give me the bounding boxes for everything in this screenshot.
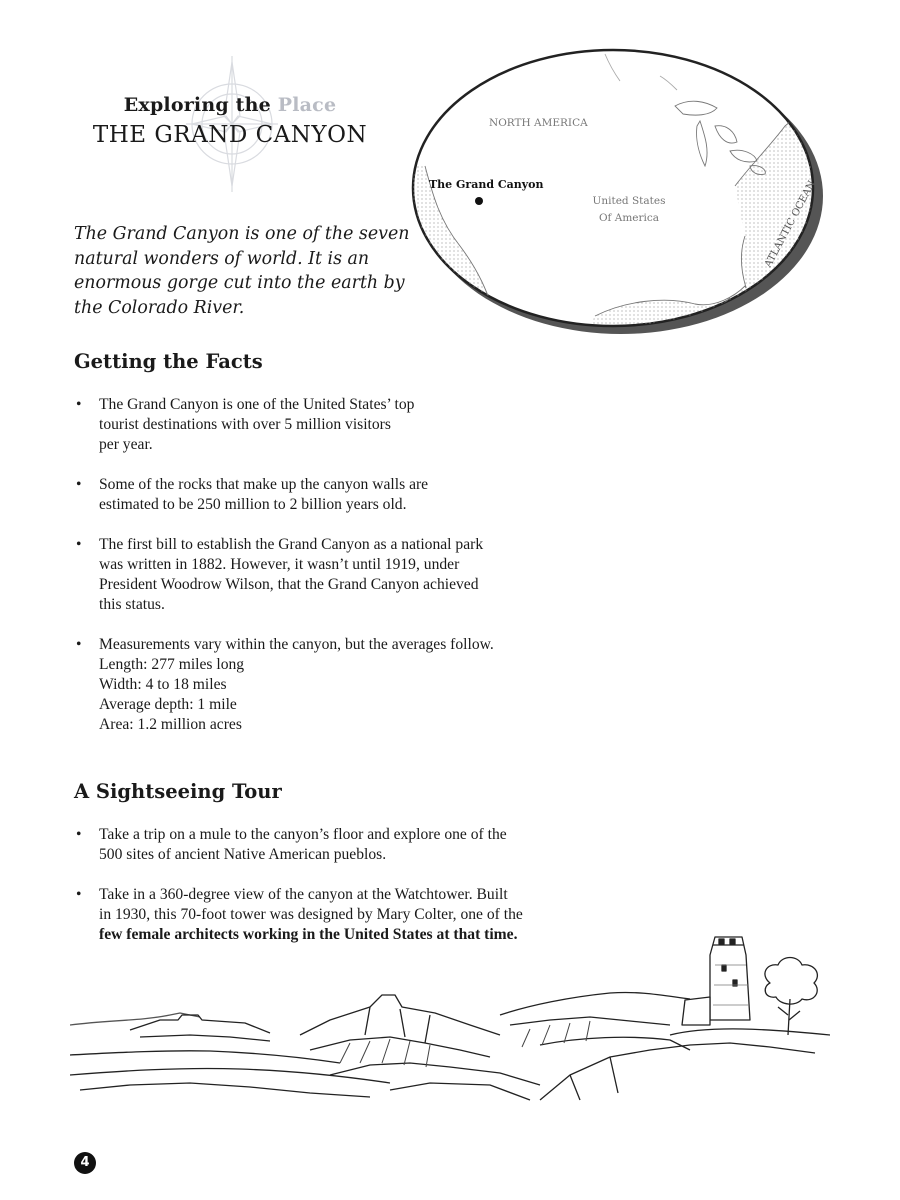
list-item-line: 500 sites of ancient Native American pueblos. xyxy=(99,846,387,863)
map-country-label: United States xyxy=(592,195,666,207)
facts-list xyxy=(74,395,634,755)
map-location-marker xyxy=(475,197,483,205)
list-item-line: • The first bill to establish the Grand Canyon as a national park xyxy=(99,536,484,553)
list-item-line: this status. xyxy=(99,596,165,613)
list-item-line: President Woodrow Wilson, that the Grand Canyon achieved xyxy=(99,576,479,593)
heading-title-part: Exploring the xyxy=(123,94,278,116)
heading-title-accent: Place xyxy=(277,94,337,116)
list-item-line: • Some of the rocks that make up the canyon walls are xyxy=(99,476,429,493)
list-item-line: was written in 1882. However, it wasn’t until 1919, under xyxy=(99,556,460,573)
list-item-line: Area: 1.2 million acres xyxy=(99,716,242,733)
intro-line: The Grand Canyon is one of the seven xyxy=(74,224,410,244)
list-item xyxy=(74,395,634,455)
list-item-line: • The Grand Canyon is one of the United States’ top xyxy=(99,396,415,413)
list-item-line: estimated to be 250 million to 2 billion years old. xyxy=(99,496,407,513)
list-item-line: per year. xyxy=(99,436,153,453)
list-item-line: • Measurements vary within the canyon, but the averages follow. xyxy=(99,636,494,653)
page-number-badge: 4 xyxy=(74,1152,96,1174)
list-item-line: tourist destinations with over 5 million visitors xyxy=(99,416,391,433)
list-item-line: in 1930, this 70-foot tower was designed by Mary Colter, one of the xyxy=(99,906,523,923)
list-item-line: Width: 4 to 18 miles xyxy=(99,676,227,693)
map-continent-label: NORTH AMERICA xyxy=(489,117,588,129)
map-ocean-label: ATLANTIC OCEAN xyxy=(762,179,818,270)
list-item-line: • Take in a 360-degree view of the canyon at the Watchtower. Built xyxy=(99,886,508,903)
canyon-watchtower-illustration xyxy=(70,925,830,1110)
intro-line: enormous gorge cut into the earth by xyxy=(74,273,405,293)
list-item-line: • Take a trip on a mule to the canyon’s floor and explore one of the xyxy=(99,826,507,843)
intro-paragraph xyxy=(74,222,419,320)
tour-section-title: A Sightseeing Tour xyxy=(74,780,282,803)
heading-subtitle: THE GRAND CANYON xyxy=(92,122,368,148)
list-item-line: Average depth: 1 mile xyxy=(99,696,237,713)
list-item xyxy=(74,825,674,865)
heading-title xyxy=(80,94,380,116)
facts-section-title: Getting the Facts xyxy=(74,350,263,373)
list-item-line: Length: 277 miles long xyxy=(99,656,245,673)
map-country-label: Of America xyxy=(598,212,660,224)
page-heading xyxy=(80,94,380,148)
list-item-line: few female architects working in the United States at that time. xyxy=(99,926,518,943)
list-item xyxy=(74,475,634,515)
list-item xyxy=(74,635,634,735)
map-location-label: The Grand Canyon xyxy=(429,178,544,191)
north-america-map xyxy=(405,46,835,336)
list-item xyxy=(74,535,634,615)
intro-line: the Colorado River. xyxy=(74,297,245,318)
intro-line: natural wonders of world. It is an xyxy=(74,248,370,269)
